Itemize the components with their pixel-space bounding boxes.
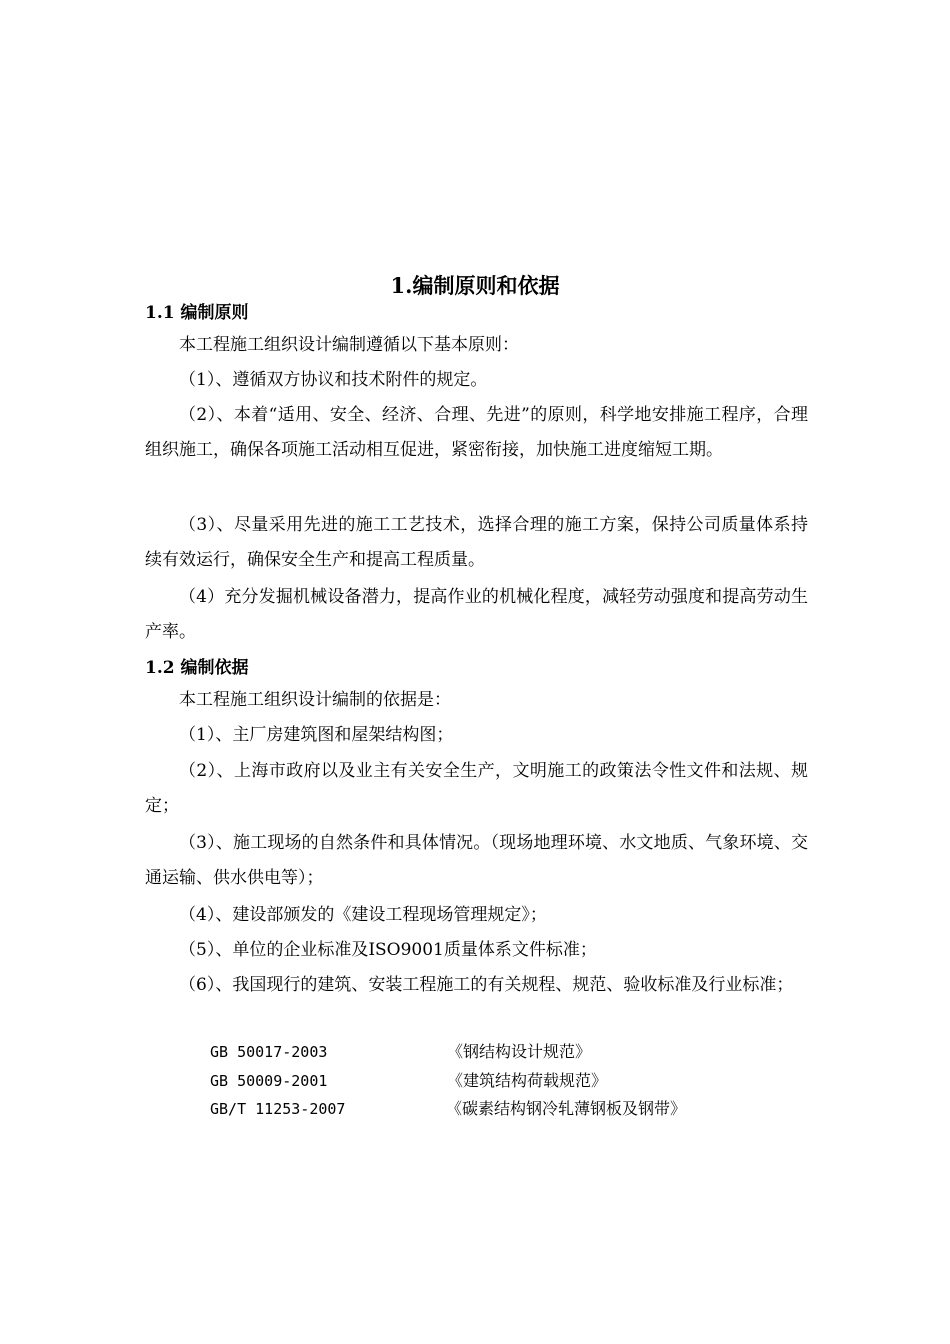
section-heading-basis: 1.2 编制依据	[145, 658, 249, 678]
paragraph-basis-1: （1）、主厂房建筑图和屋架结构图；	[179, 725, 454, 745]
paragraph-basis-3: （3）、施工现场的自然条件和具体情况。（现场地理环境、水文地质、气象环境、交通运输、供水供电等）；	[145, 833, 808, 888]
paragraph-principle-2: （2）、本着“适用、安全、经济、合理、先进”的原则，科学地安排施工程序，合理组织施工，确保各项施工活动相互促进，紧密衔接，加快施工进度缩短工期。	[145, 405, 808, 460]
paragraph-basis-5: （5）、单位的企业标准及ISO9001质量体系文件标准；	[179, 940, 597, 960]
standard-row	[210, 1040, 770, 1064]
standard-row	[210, 1069, 770, 1093]
standard-name: 《碳素结构钢冷轧薄钢板及钢带》	[446, 1099, 687, 1118]
paragraph-principle-3: （3）、尽量采用先进的施工工艺技术，选择合理的施工方案，保持公司质量体系持续有效运行，确保安全生产和提高工程质量。	[145, 515, 808, 570]
standard-code: GB/T 11253-2007	[210, 1100, 346, 1118]
page-title: 1.编制原则和依据	[390, 273, 560, 298]
paragraph-basis-intro: 本工程施工组织设计编制的依据是：	[179, 690, 451, 710]
standard-name: 《钢结构设计规范》	[447, 1042, 592, 1061]
standard-code: GB 50009-2001	[210, 1072, 328, 1090]
section-heading-principles: 1.1 编制原则	[145, 303, 249, 323]
paragraph-principles-intro: 本工程施工组织设计编制遵循以下基本原则：	[179, 335, 519, 355]
paragraph-principle-1: （1）、遵循双方协议和技术附件的规定。	[179, 370, 488, 390]
standard-name: 《建筑结构荷载规范》	[447, 1071, 608, 1090]
standard-row	[210, 1097, 770, 1121]
paragraph-basis-4: （4）、建设部颁发的《建设工程现场管理规定》；	[179, 905, 547, 925]
paragraph-basis-6: （6）、我国现行的建筑、安装工程施工的有关规程、规范、验收标准及行业标准；	[179, 975, 794, 995]
paragraph-principle-4: （4）充分发掘机械设备潜力，提高作业的机械化程度，减轻劳动强度和提高劳动生产率。	[145, 587, 808, 642]
paragraph-basis-2: （2）、上海市政府以及业主有关安全生产，文明施工的政策法令性文件和法规、规定；	[145, 761, 808, 816]
standard-code: GB 50017-2003	[210, 1043, 328, 1061]
